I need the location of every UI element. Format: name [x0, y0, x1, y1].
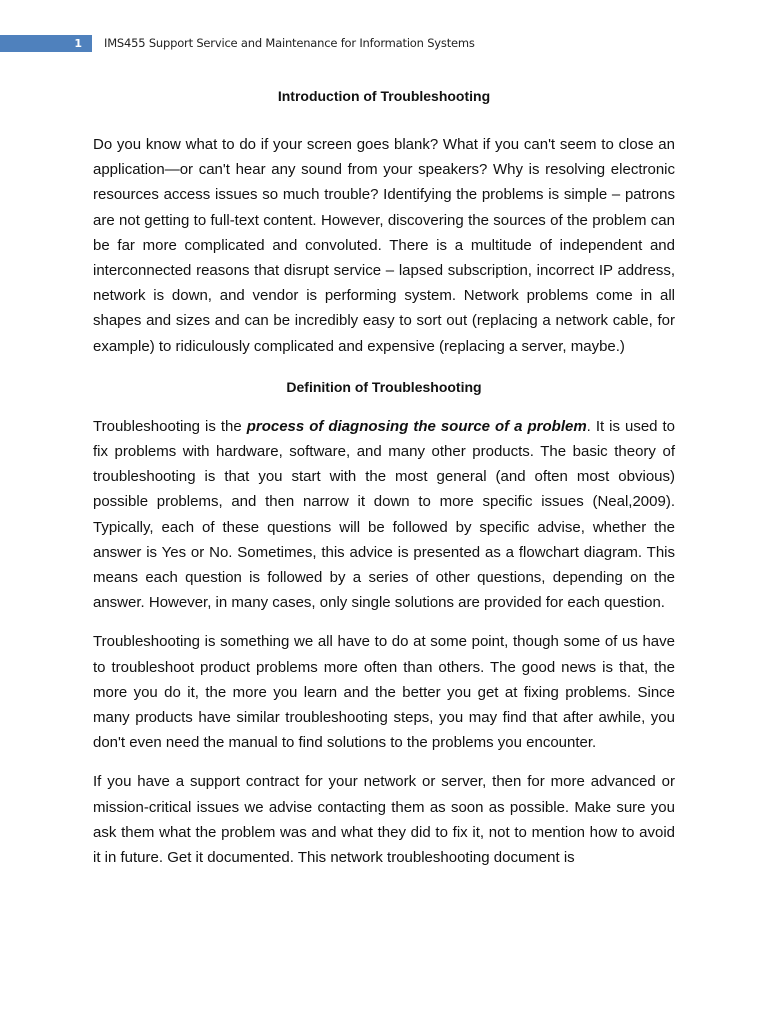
paragraph-introduction: Do you know what to do if your screen goes blank? What if you can't seem to close an application—or can't hear any sound from your speakers? Why is resolving electronic resources access issues so much trouble? Identifying the problems is simple – patrons are not getting to full-text content. However, discovering the sources of the problem can be far more complicated and convoluted. There is a multitude of independent and interconnected reasons that disrupt service – lapsed subscription, incorrect IP address, network is down, and vendor is performing system. Network problems come in all shapes and sizes and can be incredibly easy to sort out (replacing a network cable, for example) to ridiculously complicated and expensive (replacing a server, maybe.) [93, 136, 675, 355]
page-header [0, 35, 768, 52]
section-heading-introduction: Introduction of Troubleshooting [277, 88, 491, 104]
page-number: 1 [74, 37, 82, 50]
paragraph-text: . It is used to fix problems with hardware, software, and many other products. The basic theory of troubleshooting is that you start with the most general (and often most obvious) possible problems, and then narrow it down to more specific issues (Neal,2009). Typically, each of these questions will be followed by specific advise, whether the answer is Yes or No. Sometimes, this advice is presented as a flowchart diagram. This means each question is followed by a series of other questions, depending on the answer. However, in many cases, only single solutions are provided for each question. [93, 417, 676, 612]
paragraph-support-contract: If you have a support contract for your network or server, then for more advanced or mission-critical issues we advise contacting them as soon as possible. Make sure you ask them what the problem was and what they did to fix it, not to mention how to avoid it in future. Get it documented. This network troubleshooting document is [93, 773, 675, 867]
running-header-title: IMS455 Support Service and Maintenance for Information Systems [104, 36, 475, 50]
emphasized-definition: process of diagnosing the source of a problem [246, 417, 587, 435]
paragraph-definition [93, 414, 675, 616]
document-body [93, 84, 675, 870]
section-heading-definition: Definition of Troubleshooting [286, 378, 482, 395]
page-number-badge [0, 35, 92, 52]
paragraph-text: Troubleshooting is the [93, 417, 247, 435]
paragraph-practice: Troubleshooting is something we all have to do at some point, though some of us have to troubleshoot product problems more often than others. The good news is that, the more you do it, the more you learn and the better you get at fixing problems. Since many products have similar troubleshooting steps, you may find that after awhile, you don't even need the manual to find solutions to the problems you encounter. [93, 633, 675, 752]
